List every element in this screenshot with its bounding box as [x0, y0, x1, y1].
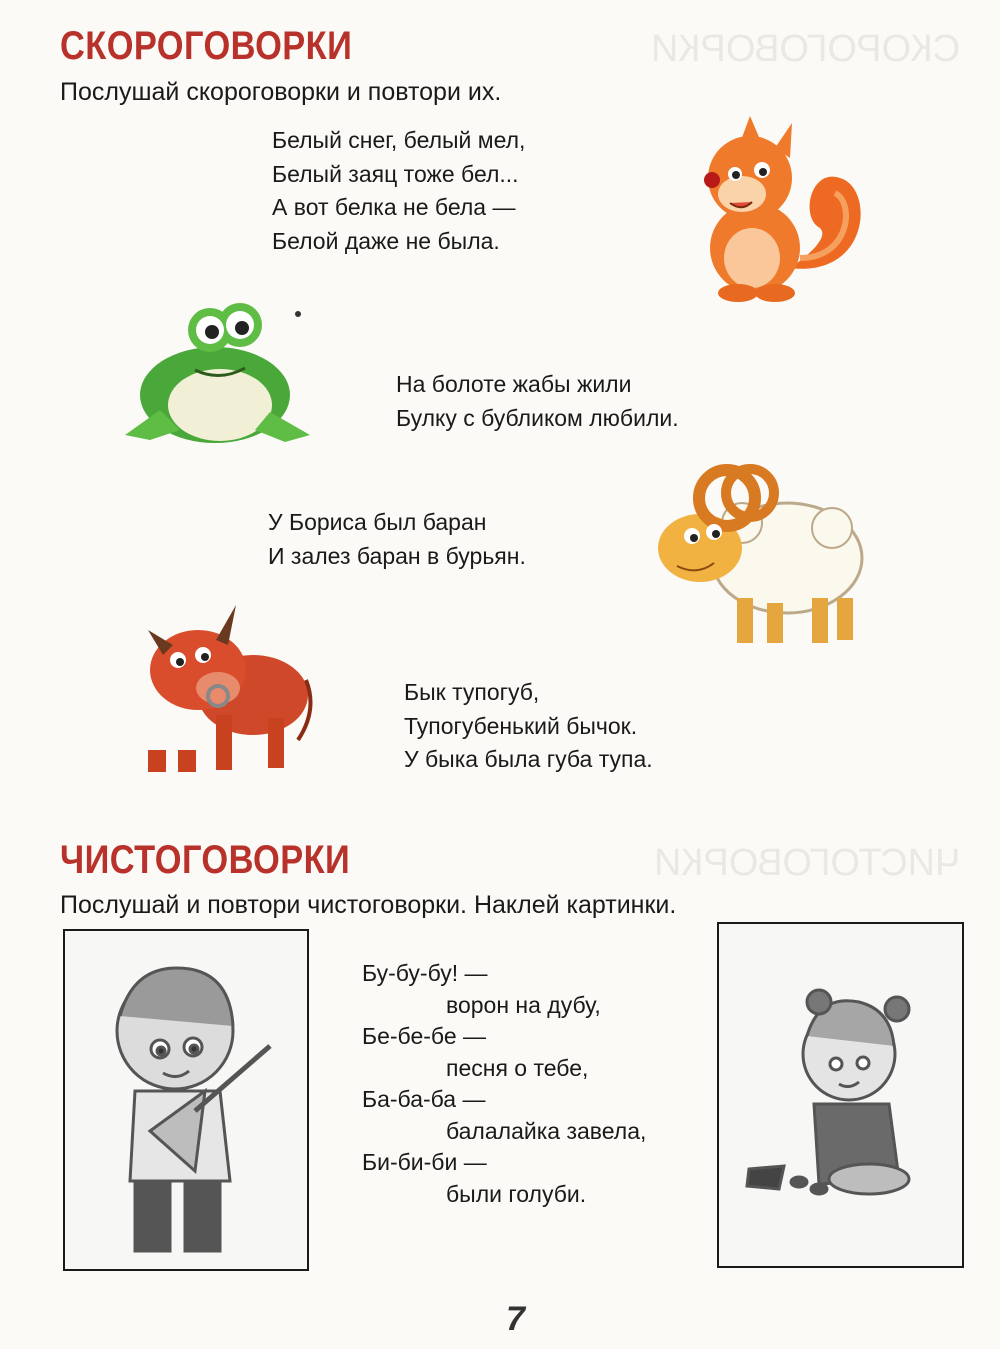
poem-line: У Бориса был баран	[268, 509, 487, 535]
poem-line: были голуби.	[446, 1180, 587, 1207]
poem-line: песня о тебе,	[446, 1054, 589, 1081]
poem-line: И залез баран в бурьян.	[268, 542, 526, 569]
show-through-heading-2: ЧИСТОГОВОРКИ	[653, 842, 960, 884]
boy-with-balalaika-illustration	[65, 931, 307, 1269]
pure-phrases-intro: Послушай и повтори чистоговорки. Наклей картинки.	[60, 891, 677, 919]
poem-line: Бе-бе-бе —	[362, 1023, 487, 1049]
pure-phrases-title: ЧИСТОГОВОРКИ	[60, 838, 351, 882]
tongue-twisters-intro: Послушай скороговорки и повтори их.	[60, 78, 502, 106]
sticker-frame-girl	[717, 922, 964, 1268]
poem-line: Белый снег, белый мел,	[272, 127, 526, 153]
poem-line: ворон на дубу,	[446, 991, 601, 1018]
show-through-heading: СКОРОГОВОРКИ	[650, 28, 960, 70]
ram-illustration	[652, 458, 872, 653]
sticker-frame-boy	[63, 929, 309, 1271]
poem-line: Тупогубенький бычок.	[404, 712, 638, 739]
poem-line: Би-би-би —	[362, 1149, 487, 1175]
poem-ram	[268, 506, 526, 573]
poem-line: У быка была губа тупа.	[404, 746, 653, 772]
poem-line: На болоте жабы жили	[396, 371, 632, 397]
poem-line: Ба-ба-ба —	[362, 1086, 486, 1112]
poem-squirrel	[272, 124, 525, 258]
poem-line: балалайка завела,	[446, 1117, 647, 1144]
bull-illustration	[118, 600, 318, 780]
frog-illustration	[120, 300, 315, 450]
squirrel-illustration	[680, 108, 870, 303]
poem-frogs	[396, 368, 679, 435]
poem-line: Булку с бубликом любили.	[396, 404, 679, 431]
poem-line: Белый заяц тоже бел...	[272, 160, 519, 187]
poem-line: Белой даже не была.	[272, 227, 500, 254]
pure-phrases-poem	[362, 958, 646, 1210]
tongue-twisters-title: СКОРОГОВОРКИ	[60, 24, 353, 68]
poem-line: Бу-бу-бу! —	[362, 960, 488, 986]
poem-bull	[404, 676, 653, 777]
poem-line: Бык тупогуб,	[404, 679, 540, 705]
poem-line: А вот белка не бела —	[272, 194, 516, 220]
page-number: 7	[506, 1300, 525, 1338]
girl-illustration	[719, 924, 962, 1266]
